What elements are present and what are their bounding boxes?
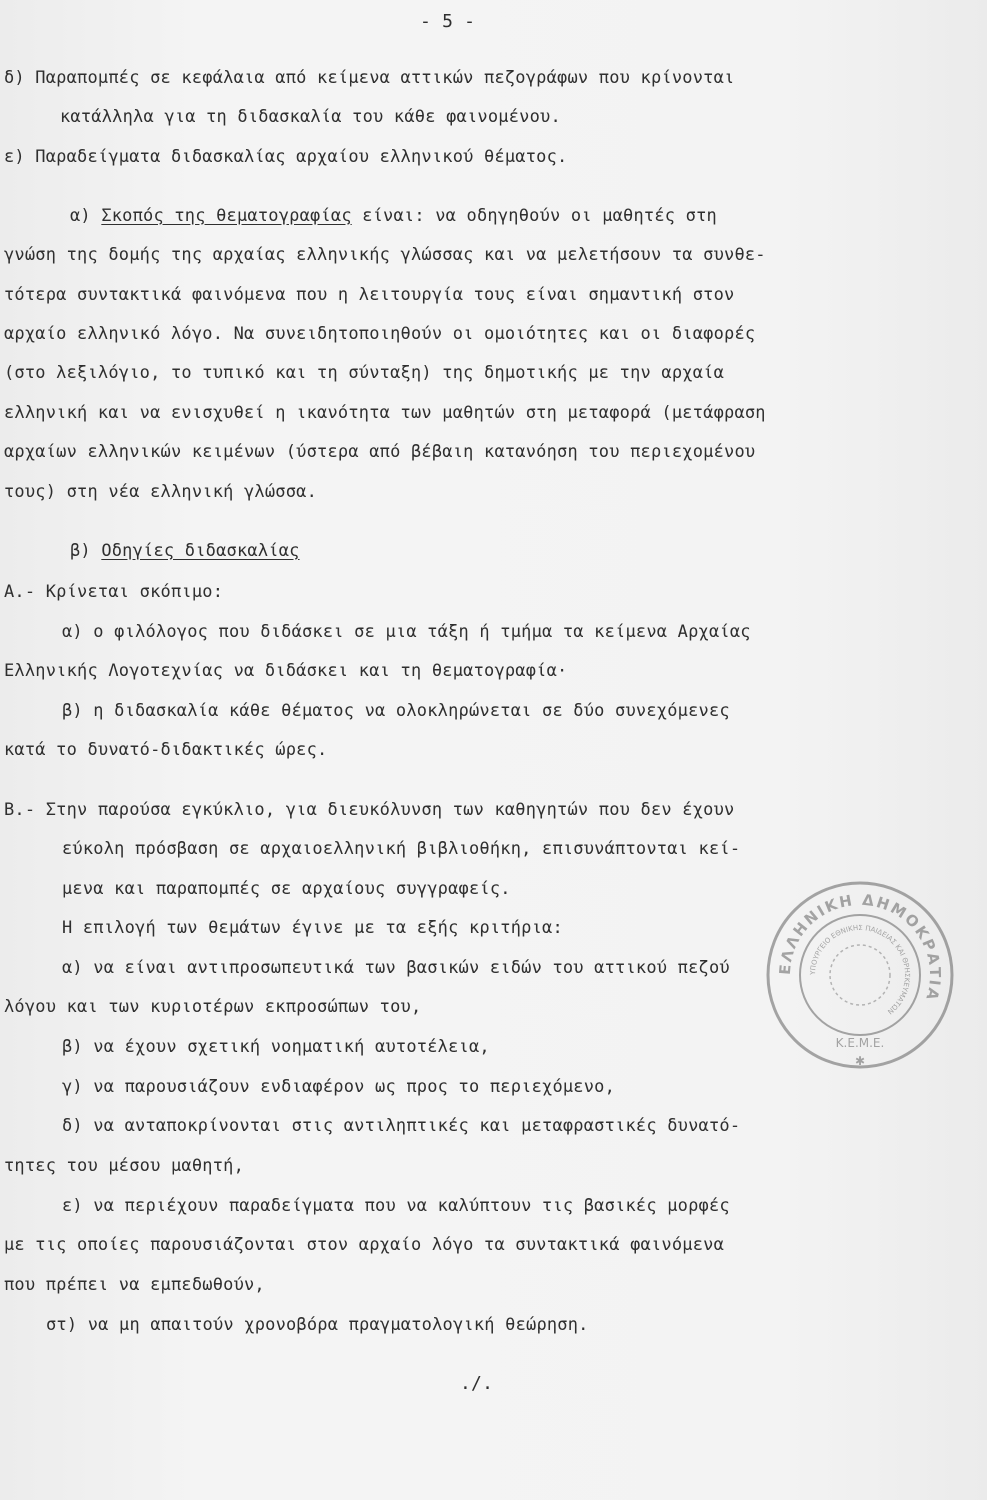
subsection-A-line: Α.- Κρίνεται σκόπιμο: <box>4 582 224 602</box>
section-a-marker: α) <box>70 206 91 226</box>
criterion-d-line-1: δ) να ανταποκρίνονται στις αντιληπτικές και μεταφραστικές δυνατό- <box>62 1116 741 1136</box>
official-stamp <box>760 875 960 1075</box>
subsection-B-line-3: μενα και παραπομπές σε αρχαίους συγγραφείς. <box>62 879 511 899</box>
page-number: - 5 - <box>420 11 476 32</box>
paragraph-line: αρχαίο ελληνικό λόγο. Να συνειδητοποιηθούν οι ομοιότητες και οι διαφορές <box>4 324 756 344</box>
paragraph-line: αρχαίων ελληνικών κειμένων (ύστερα από βέβαιη κατανόηση του περιεχομένου <box>4 442 756 462</box>
criterion-e-line-1: ε) να περιέχουν παραδείγματα που να καλύπτουν τις βασικές μορφές <box>62 1196 730 1216</box>
subsection-A-item-a-line-1: α) ο φιλόλογος που διδάσκει σε μια τάξη ή τμήμα τα κείμενα Αρχαίας <box>62 622 751 642</box>
subsection-A-item-b-line-2: κατά το δυνατό-διδακτικές ώρες. <box>4 740 328 760</box>
end-mark: ./. <box>460 1373 494 1394</box>
subsection-B-line-1: Β.- Στην παρούσα εγκύκλιο, για διευκόλυνση των καθηγητών που δεν έχουν <box>4 800 735 820</box>
subsection-A-item-a-line-2: Ελληνικής Λογοτεχνίας να διδάσκει και τη θεματογραφία· <box>4 661 568 681</box>
criterion-a-line-1: α) να είναι αντιπροσωπευτικά των βασικών ειδών του αττικού πεζού <box>62 958 730 978</box>
criterion-g-line: γ) να παρουσιάζουν ενδιαφέρον ως προς το περιεχόμενο, <box>62 1077 616 1097</box>
section-b-heading: Οδηγίες διδασκαλίας <box>101 541 300 561</box>
subsection-B-line-2: εύκολη πρόσβαση σε αρχαιοελληνική βιβλιοθήκη, επισυνάπτονται κεί- <box>62 839 741 859</box>
svg-text:ΥΠΟΥΡΓΕΙΟ ΕΘΝΙΚΗΣ ΠΑΙΔΕΙΑΣ ΚΑΙ <box>809 924 911 1016</box>
criterion-e-line-2: με τις οποίες παρουσιάζονται στον αρχαίο λόγο τα συντακτικά φαινόμενα <box>4 1235 725 1255</box>
criterion-a-line-2: λόγου και των κυριοτέρων εκπροσώπων του, <box>4 997 422 1017</box>
stamp-inner-text: ΥΠΟΥΡΓΕΙΟ ΕΘΝΙΚΗΣ ΠΑΙΔΕΙΑΣ ΚΑΙ ΘΡΗΣΚΕΥΜΑΤΩΝ <box>808 923 912 1016</box>
stamp-outer-text: ΕΛΛΗΝΙΚΗ ΔΗΜΟΚΡΑΤΙΑ <box>775 890 945 1004</box>
subsection-B-line-4: Η επιλογή των θεμάτων έγινε με τα εξής κριτήρια: <box>62 918 563 938</box>
paragraph-line: τότερα συντακτικά φαινόμενα που η λειτουργία τους είναι σημαντική στον <box>4 285 735 305</box>
section-b-heading-line <box>70 539 300 563</box>
section-a-heading-rest: είναι: να οδηγηθούν οι μαθητές στη <box>362 206 717 226</box>
criterion-e-line-3: που πρέπει να εμπεδωθούν, <box>4 1275 265 1295</box>
section-a-heading: Σκοπός της θεματογραφίας <box>101 206 352 226</box>
item-d-line-1: δ) Παραπομπές σε κεφάλαια από κείμενα αττικών πεζογράφων που κρίνονται <box>4 68 735 88</box>
paragraph-line: γνώση της δομής της αρχαίας ελληνικής γλώσσας και να μελετήσουν τα συνθε- <box>4 245 766 265</box>
subsection-A-item-b-line-1: β) η διδασκαλία κάθε θέματος να ολοκληρώνεται σε δύο συνεχόμενες <box>62 701 730 721</box>
section-a-heading-line <box>70 204 717 228</box>
paragraph-line: τους) στη νέα ελληνική γλώσσα. <box>4 482 318 502</box>
item-e-line: ε) Παραδείγματα διδασκαλίας αρχαίου ελληνικού θέματος. <box>4 147 568 167</box>
criterion-d-line-2: τητες του μέσου μαθητή, <box>4 1156 245 1176</box>
criterion-st-line: στ) να μη απαιτούν χρονοβόρα πραγματολογική θεώρηση. <box>46 1315 589 1335</box>
criterion-b-line: β) να έχουν σχετική νοηματική αυτοτέλεια, <box>62 1037 490 1057</box>
item-d-line-2: κατάλληλα για τη διδασκαλία του κάθε φαινομένου. <box>60 107 561 127</box>
stamp-bottom-text: Κ.Ε.Μ.Ε. <box>835 1036 885 1050</box>
paragraph-line: (στο λεξιλόγιο, το τυπικό και τη σύνταξη) της δημοτικής με την αρχαία <box>4 363 725 383</box>
section-b-marker: β) <box>70 541 91 561</box>
paragraph-line: ελληνική και να ενισχυθεί η ικανότητα των μαθητών στη μεταφορά (μετάφραση <box>4 403 766 423</box>
stamp-star-icon: ✱ <box>854 1054 866 1068</box>
